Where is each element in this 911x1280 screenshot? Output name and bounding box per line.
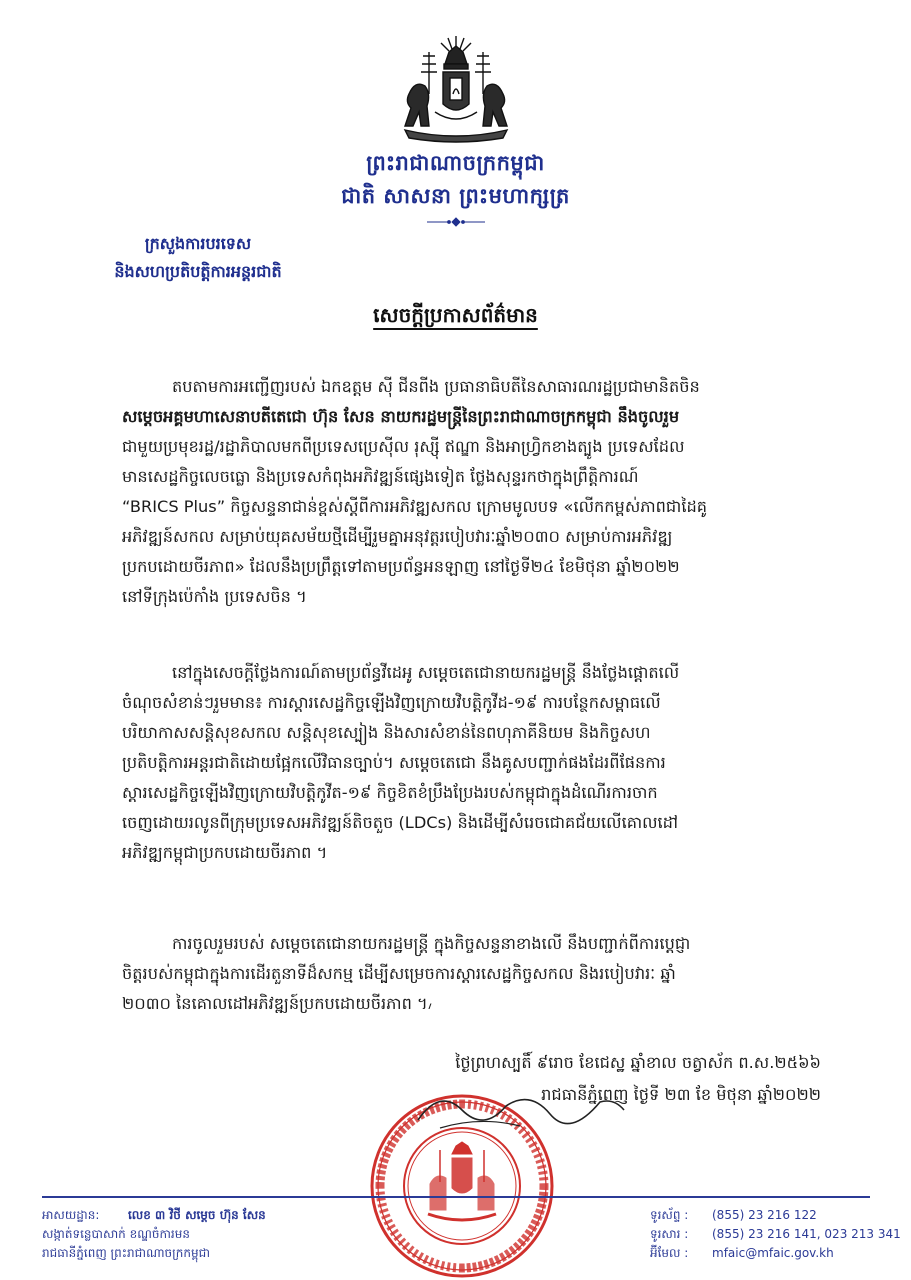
ministry-name-line2: និងសហប្រតិបត្តិការអន្តរជាតិ bbox=[114, 262, 282, 281]
paragraph-line: ចិត្តរបស់កម្ពុជាក្នុងការដើរតួនាទីដ៏សកម្ម ដើម្បីសម្រេចការស្តារសេដ្ឋកិច្ចសកល និងរបៀបវារៈ ឆ្នាំ bbox=[122, 964, 676, 983]
paragraph-line: ប្រកបដោយចីរភាព» ដែលនឹងប្រព្រឹត្តទៅតាមប្រព័ន្ធអនឡាញ នៅថ្ងៃទី២៤ ខែមិថុនា ឆ្នាំ២០២២ bbox=[122, 557, 680, 576]
paragraph-line: សម្តេចអគ្គមហាសេនាបតីតេជោ ហ៊ុន សែន នាយករដ្ឋមន្ត្រីនៃព្រះរាជាណាចក្រកម្ពុជា នឹងចូលរួម bbox=[122, 407, 680, 426]
paragraph-line: ២០៣០ នៃគោលដៅអភិវឌ្ឍន៍ប្រកបដោយចីរភាព ។៸ bbox=[122, 994, 433, 1013]
paragraph-line: អភិវឌ្ឍកម្ពុជាប្រកបដោយចីរភាព ។ bbox=[122, 843, 328, 862]
email-label: អ៊ីមែល : bbox=[650, 1246, 689, 1260]
address-line3: រាជធានីភ្នំពេញ ព្រះរាជាណាចក្រកម្ពុជា bbox=[42, 1246, 210, 1260]
paragraph-3 bbox=[122, 929, 834, 1019]
paragraph-line: មានសេដ្ឋកិច្ចលេចធ្លោ និងប្រទេសកំពុងអភិវឌ្ឍន៍ផ្សេងទៀត ថ្លែងសុន្ទរកថាក្នុងព្រឹត្តិការណ៍ bbox=[122, 467, 639, 486]
paragraph-line: ជាមួយប្រមុខរដ្ឋ/រដ្ឋាភិបាលមកពីប្រទេសប្រេស៊ីល រុស្ស៊ី ឥណ្ឌា និងអាហ្វ្រិកខាងត្បូង ប្រទេសដែល bbox=[122, 437, 685, 456]
ministry-name-line1: ក្រសួងការបរទេស bbox=[144, 234, 252, 253]
paragraph-line: “BRICS Plus” កិច្ចសន្ទនាជាន់ខ្ពស់ស្តីពីការអភិវឌ្ឍសកល ក្រោមមូលបទ «លើកកម្ពស់ភាពជាដៃគូ bbox=[122, 497, 708, 516]
address-line2: សង្កាត់ទន្លេបាសាក់ ខណ្ឌចំការមន bbox=[42, 1227, 190, 1241]
footer-contact bbox=[650, 1206, 901, 1263]
fax-label: ទូរសារ : bbox=[650, 1227, 689, 1241]
document-title: សេចក្តីប្រកាសព័ត៌មាន bbox=[373, 303, 538, 327]
national-motto: ជាតិ សាសនា ព្រះមហាក្សត្រ bbox=[341, 184, 570, 208]
phone-number: (855) 23 216 122 bbox=[712, 1208, 817, 1222]
solar-date-place: រាជធានីភ្នំពេញ ថ្ងៃទី ២៣ ខែ មិថុនា ឆ្នាំ២០២២ bbox=[541, 1085, 821, 1104]
divider-ornament-icon bbox=[425, 217, 487, 227]
paragraph-line: តបតាមការអញ្ជើញរបស់ ឯកឧត្តម ស៊ី ជីនពីង ប្រធានាធិបតីនៃសាធារណរដ្ឋប្រជាមានិតចិន bbox=[172, 377, 700, 396]
paragraph-line: នៅទីក្រុងប៉េកាំង ប្រទេសចិន ។ bbox=[122, 587, 307, 606]
paragraph-line: ប្រតិបត្តិការអន្តរជាតិដោយផ្អែកលើវិធានច្បាប់។ សម្តេចតេជោ នឹងគូសបញ្ជាក់ផងដែរពីផែនការ bbox=[122, 753, 666, 772]
lunar-date: ថ្ងៃព្រហស្បតិ៍ ៩រោច ខែជេស្ឋ ឆ្នាំខាល ចត្វាស័ក ព.ស.២៥៦៦ bbox=[455, 1053, 821, 1072]
phone-label: ទូរស័ព្ទ : bbox=[650, 1208, 689, 1222]
coat-of-arms-icon bbox=[395, 34, 517, 146]
signature-icon bbox=[410, 1080, 630, 1140]
address-line1: លេខ ៣ វិថី សម្តេច ហ៊ុន សែន bbox=[128, 1208, 266, 1222]
kingdom-title: ព្រះរាជាណាចក្រកម្ពុជា bbox=[366, 151, 545, 175]
paragraph-line: ចំណុចសំខាន់ៗរួមមាន៖ ការស្តារសេដ្ឋកិច្ចឡើងវិញក្រោយវិបត្តិកូវីដ-១៩ ការបន្ថែកសម្ពាធលើ bbox=[122, 693, 661, 712]
footer-divider bbox=[42, 1196, 870, 1198]
paragraph-line: ស្តារសេដ្ឋកិច្ចឡើងវិញក្រោយវិបត្តិកូវីត-១៩ កិច្ចខិតខំប្រឹងប្រែងរបស់កម្ពុជាក្នុងដំណើរការចាក bbox=[122, 783, 658, 802]
paragraph-line: អភិវឌ្ឍន៍សកល សម្រាប់យុគសម័យថ្មីដើម្បីរួមគ្នាអនុវត្តរបៀបវារៈឆ្នាំ២០៣០ សម្រាប់ការអភិវឌ្ឍ bbox=[122, 527, 673, 546]
paragraph-line: ការចូលរួមរបស់ សម្តេចតេជោនាយករដ្ឋមន្ត្រី ក្នុងកិច្ចសន្ទនាខាងលើ នឹងបញ្ជាក់ពីការប្តេជ្ញា bbox=[172, 934, 691, 953]
paragraph-line: ចេញដោយរលូនពីក្រុមប្រទេសអភិវឌ្ឍន៍តិចតួច (LDCs) និងដើម្បីសំរេចជោគជ័យលើគោលដៅ bbox=[122, 813, 679, 832]
address-label: អាសយដ្ឋាន: bbox=[42, 1208, 100, 1222]
paragraph-1 bbox=[122, 372, 834, 612]
paragraph-line: បរិយាកាសសន្តិសុខសកល សន្តិសុខស្បៀង និងសារសំខាន់នៃពហុភាគីនិយម និងកិច្ចសហ bbox=[122, 723, 651, 742]
fax-number: (855) 23 216 141, 023 213 341 bbox=[712, 1227, 901, 1241]
paragraph-line: នៅក្នុងសេចក្តីថ្លែងការណ៍តាមប្រព័ន្ធវីដេអូ សម្តេចតេជោនាយករដ្ឋមន្ត្រី នឹងថ្លែងផ្តោតលើ bbox=[172, 663, 680, 682]
footer-address bbox=[42, 1206, 362, 1263]
paragraph-2 bbox=[122, 658, 834, 868]
email-address[interactable]: mfaic@mfaic.gov.kh bbox=[712, 1246, 834, 1260]
